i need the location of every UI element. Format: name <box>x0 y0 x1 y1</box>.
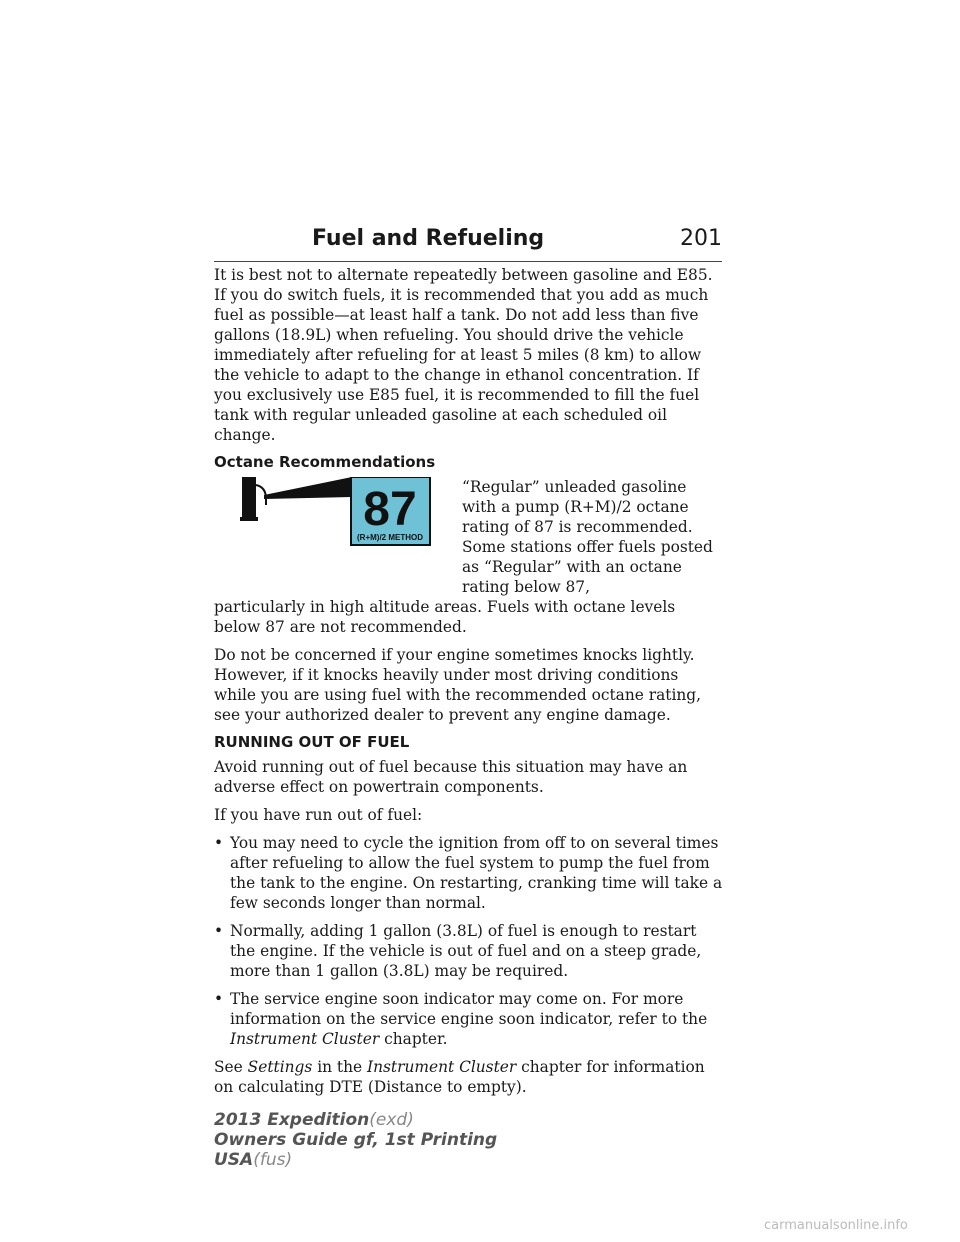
list-item <box>214 833 724 913</box>
avoid-paragraph: Avoid running out of fuel because this situation may have an adverse effect on powertrain components. <box>214 758 688 796</box>
list-item <box>214 921 724 981</box>
bullet-text <box>230 989 724 1049</box>
header-rule <box>214 261 722 262</box>
section-title: Fuel and Refueling <box>312 226 545 251</box>
bullet-marker: • <box>214 834 224 852</box>
print-footer <box>214 1110 497 1170</box>
text-part: in the <box>317 1058 363 1076</box>
footer-line-2 <box>214 1130 497 1150</box>
instrument-cluster-reference: Instrument Cluster <box>230 1030 380 1048</box>
instrument-cluster-reference: Instrument Cluster <box>367 1058 517 1076</box>
footer-market: USA <box>214 1150 254 1170</box>
bullet-marker: • <box>214 990 224 1008</box>
bullet-text: You may need to cycle the ignition from off to on several times after refueling to allow the fuel system to pump the fuel from the tank to the engine. On restarting, cranking time will take a few seconds longer than normal. <box>230 834 723 912</box>
footer-line-1 <box>214 1110 497 1130</box>
footer-market-code: (fus) <box>253 1150 293 1170</box>
settings-reference: Settings <box>247 1058 313 1076</box>
fuel-pump-body <box>242 477 256 517</box>
bullet-text: Normally, adding 1 gallon (3.8L) of fuel is enough to restart the engine. If the vehicle is out of fuel and on a steep grade, more than 1 gallon (3.8L) may be required. <box>230 922 702 980</box>
running-out-heading: RUNNING OUT OF FUEL <box>214 733 410 751</box>
page-header <box>312 226 722 251</box>
octane-heading: Octane Recommendations <box>214 453 436 471</box>
bullet-text-part: The service engine soon indicator may come on. For more information on the service engine soon indicator, refer to the <box>230 990 708 1028</box>
e85-paragraph: It is best not to alternate repeatedly between gasoline and E85. If you do switch fuels, it is recommended that you add as much fuel as possible—at least half a tank. Do not add less than five gallons (18.9L) when refueling. You should drive the vehicle immediately after refueling for at least 5 miles (8 km) to allow the vehicle to adapt to the change in ethanol concentration. If you exclusively use E85 fuel, it is recommended to fill the fuel tank with regular unleaded gasoline at each scheduled oil change. <box>214 266 713 444</box>
watermark: carmanualsonline.info <box>764 1218 908 1233</box>
page-number: 201 <box>680 226 722 251</box>
page-body <box>214 265 724 1097</box>
footer-line-3 <box>214 1150 497 1170</box>
footer-guide: Owners Guide gf, 1st Printing <box>214 1130 498 1150</box>
octane-number: 87 <box>363 483 417 536</box>
knock-paragraph: Do not be concerned if your engine sometimes knocks lightly. However, if it knocks heavily under most driving conditions while you are using fuel with the recommended octane rating, see your authorized dealer to prevent any engine damage. <box>214 646 702 724</box>
bullet-marker: • <box>214 922 224 940</box>
text-part: chapter for information on calculating DTE (Distance to empty). <box>214 1058 705 1096</box>
octane-method: (R+M)/2 METHOD <box>357 533 423 542</box>
list-item <box>214 989 724 1049</box>
text-part: See <box>214 1058 243 1076</box>
fuel-pump-base <box>240 517 258 521</box>
octane-side-text: “Regular” unleaded gasoline with a pump (R+M)/2 octane rating of 87 is recommended. Some stations offer fuels posted as “Regular” with an octane rating below 87, <box>462 478 713 596</box>
footer-model: 2013 Expedition <box>214 1110 370 1130</box>
bullet-text-part: chapter. <box>384 1030 448 1048</box>
octane-section <box>214 477 724 597</box>
footer-code: (exd) <box>369 1110 414 1130</box>
octane-label-graphic <box>214 477 462 557</box>
see-settings-paragraph <box>214 1057 724 1097</box>
if-out-paragraph: If you have run out of fuel: <box>214 806 423 824</box>
label-connector <box>264 477 352 499</box>
fuel-pump-octane-icon <box>214 477 462 557</box>
octane-continued: particularly in high altitude areas. Fuels with octane levels below 87 are not recommended. <box>214 598 676 636</box>
